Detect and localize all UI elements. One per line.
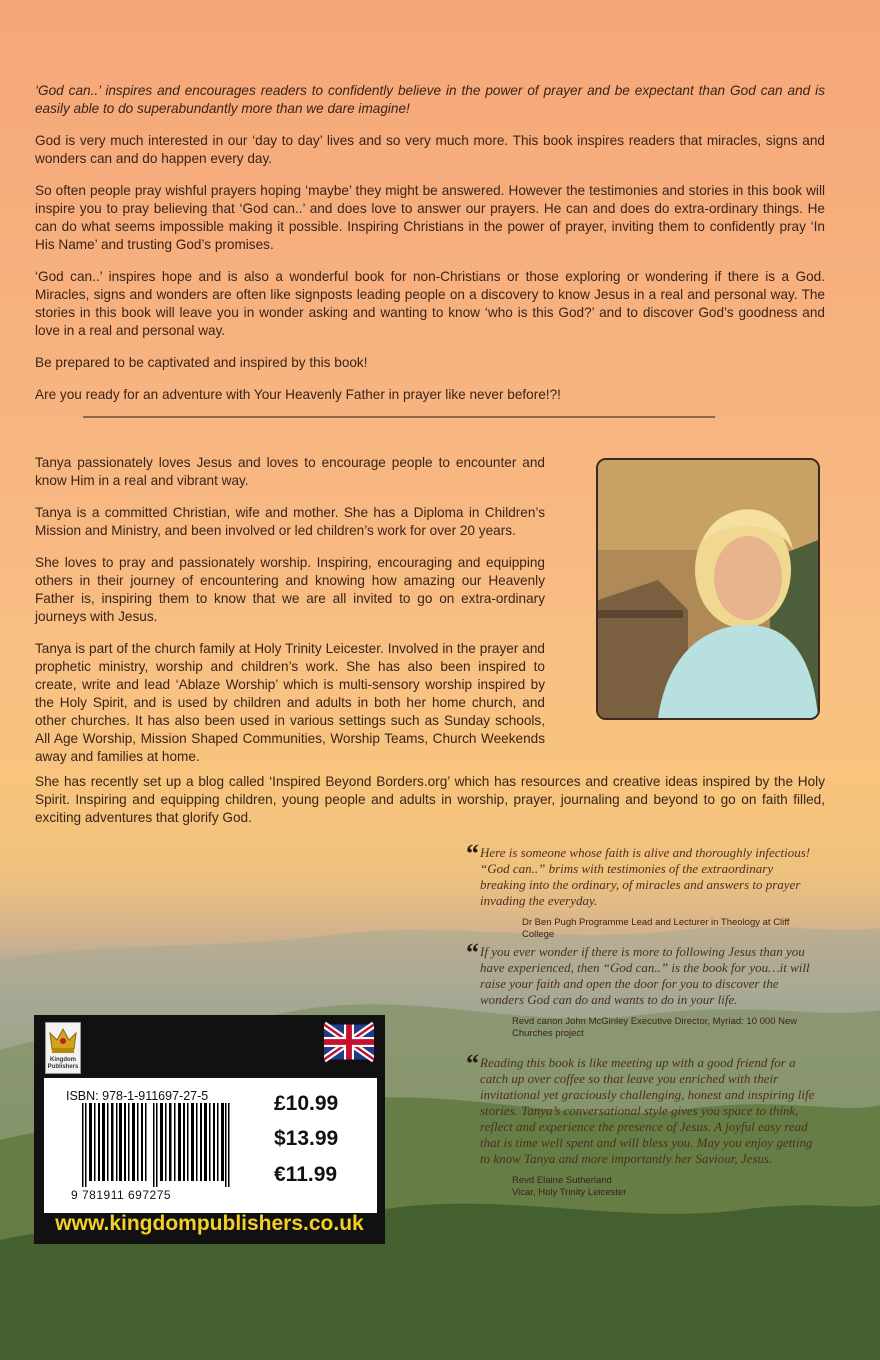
uk-flag-icon: [324, 1021, 374, 1063]
author-bio: [35, 454, 545, 780]
testimonial-attribution: [512, 1175, 820, 1199]
book-description: [35, 82, 825, 418]
testimonial-attribution: Revd canon John McGinley Executive Director, Myriad: 10 000 New Churches project: [512, 1016, 798, 1039]
testimonial-text: If you ever wonder if there is more to following Jesus than you have experienced, then “God can..” is the book for you…it will raise your faith and open the door for you to discover the wonders God can do and wants to do in your life.: [480, 944, 810, 1007]
author-photo: [596, 458, 820, 720]
barcode: [82, 1103, 230, 1187]
bio-paragraph: She loves to pray and passionately worship. Inspiring, encouraging and equipping others in their journey of encountering and knowing how amazing our Heavenly Father is, inspiring them to know that we are all invited to go on extra-ordinary journeys with Jesus.: [35, 555, 545, 624]
price-eur: €11.99: [274, 1163, 338, 1186]
description-paragraph: Are you ready for an adventure with Your Heavenly Father in prayer like never before!?!: [35, 387, 561, 402]
open-quote-icon: “: [466, 839, 479, 868]
testimonial: [466, 938, 820, 1040]
description-paragraph: Be prepared to be captivated and inspired by this book!: [35, 355, 368, 370]
description-paragraph: So often people pray wishful prayers hoping ‘maybe’ they might be answered. However the testimonies and stories in this book will inspire you to pray believing that ‘God can..’ and does love to answer our prayers. He can and does do extra-ordinary things. He can do what seems impossible making it possible. Inspiring Christians in the power of prayer, inviting them to confidently pray ‘In His Name’ and trusting God’s promises.: [35, 183, 825, 252]
isbn-label: ISBN: 978-1-911697-27-5: [66, 1089, 209, 1103]
bio-paragraph: Tanya is a committed Christian, wife and mother. She has a Diploma in Children’s Mission and Ministry, and been involved or led children’s work for over 20 years.: [35, 505, 545, 538]
bio-paragraph: She has recently set up a blog called ‘Inspired Beyond Borders.org’ which has resources and creative ideas inspired by the Holy Spirit. Inspiring and equipping children, young people and adults in worship, prayer, journaling and beyond to go on faith filled, exciting adventures that glorify God.: [35, 774, 825, 825]
attribution-role: Vicar, Holy Trinity Leicester: [512, 1187, 627, 1198]
crown-icon: [46, 1023, 80, 1059]
section-divider: [83, 416, 715, 418]
testimonial: [466, 839, 820, 941]
description-paragraph: God is very much interested in our ‘day to day’ lives and so very much more. This book inspires readers that miracles, signs and wonders can and do happen every day.: [35, 133, 825, 166]
description-paragraph: ‘God can..’ inspires hope and is also a wonderful book for non-Christians or those exploring or wondering if there is a God. Miracles, signs and wonders are often like signposts leading people on a discovery to know Jesus in a real and personal way. The stories in this book will leave you in wonder asking and wanting to know ‘who is this God?’ and to discover God’s goodness and love in a real and personal way.: [35, 269, 825, 338]
price-gbp: £10.99: [274, 1092, 339, 1115]
bio-paragraph: Tanya is part of the church family at Holy Trinity Leicester. Involved in the prayer and prophetic ministry, worship and children’s work. She has also been inspired to create, write and lead ‘Ablaze Worship’ which is multi-sensory worship inspired by the Holy Spirit, and is used by children and adults in both her home church, and other churches. It has also been used in various settings such as Sunday schools, All Age Worship, Mission Shaped Communities, Worship Teams, Church Weekends away and families at home.: [35, 641, 545, 764]
testimonial: [466, 1049, 820, 1199]
testimonial-text: Here is someone whose faith is alive and thoroughly infectious! “God can..” brims with testimonies of the extraordinary breaking into the ordinary, of miracles and answers to prayer invading the everyday.: [480, 845, 811, 908]
publisher-website: www.kingdompublishers.co.uk: [55, 1212, 364, 1235]
bio-paragraph: Tanya passionately loves Jesus and loves to encourage people to encounter and know Him in a real and vibrant way.: [35, 455, 545, 488]
open-quote-icon: “: [466, 1049, 479, 1078]
price-barcode-box: [34, 1015, 385, 1244]
description-lead: ‘God can..’ inspires and encourages readers to confidently believe in the power of prayer and be expectant than God can and is easily able to do superabundantly more than we dare imagine!: [35, 83, 825, 116]
logo-label: Kingdom Publishers: [47, 1057, 79, 1070]
publisher-logo: [45, 1022, 81, 1074]
attribution-name: Revd Elaine Sutherland: [512, 1175, 612, 1186]
testimonial-attribution: Dr Ben Pugh Programme Lead and Lecturer in Theology at Cliff College: [522, 917, 790, 940]
price-usd: $13.99: [274, 1127, 339, 1150]
open-quote-icon: “: [466, 938, 479, 967]
barcode-number: 9 781911 697275: [71, 1188, 172, 1202]
testimonial-text: Reading this book is like meeting up with a good friend for a catch up over coffee so that leave you enriched with their invitational yet graciously challenging, honest and inspiring life stories. Tanya’s conversational style gives you space to think, reflect and experience the presence of Jesus. A joyful easy read that is time well spent and will bless you. May you enjoy getting to know Tanya and more importantly her Saviour, Jesus.: [480, 1055, 815, 1166]
